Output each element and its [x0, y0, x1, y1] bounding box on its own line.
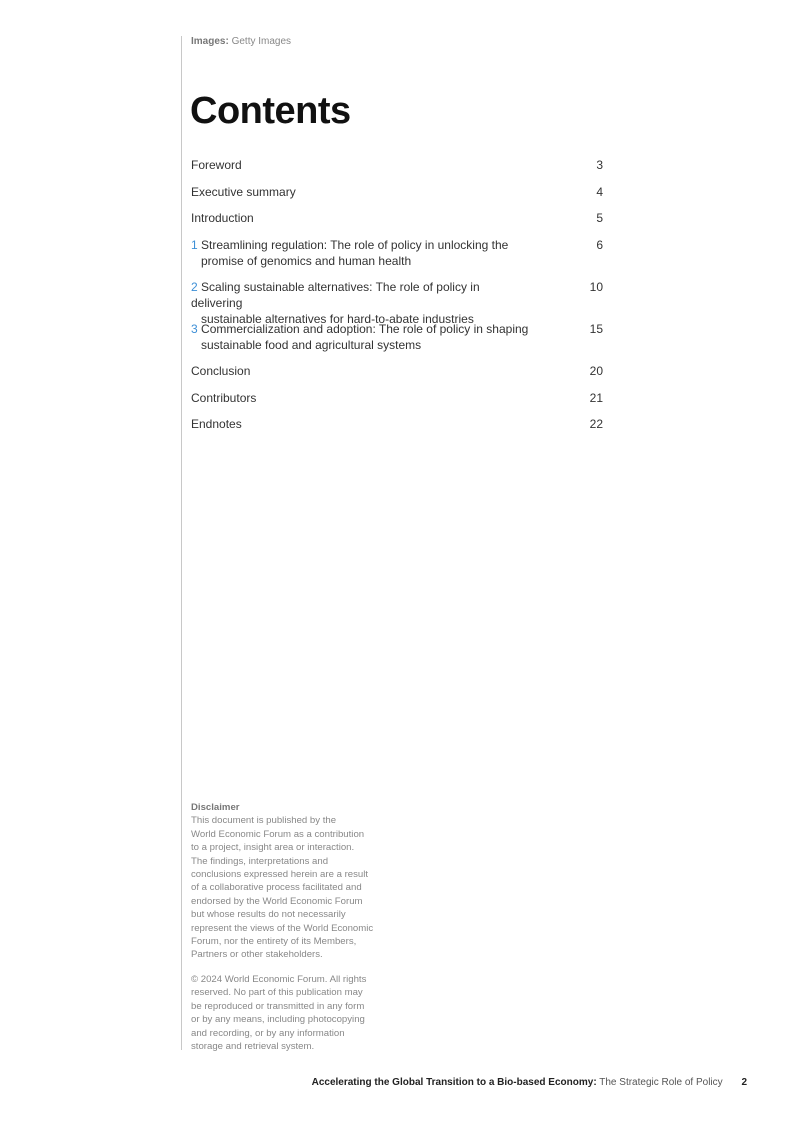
toc-entry-page: 20	[589, 364, 603, 378]
disclaimer-line: of a collaborative process facilitated and	[191, 882, 362, 894]
toc-entry-title-continued: sustainable food and agricultural systems	[201, 338, 422, 352]
toc-entry-chapter-3[interactable]	[191, 321, 603, 353]
toc-entry-page: 5	[596, 211, 603, 225]
disclaimer-line: The findings, interpretations and	[191, 855, 329, 867]
footer-doc-subtitle: The Strategic Role of Policy	[599, 1077, 723, 1088]
toc-entry-conclusion[interactable]	[191, 363, 603, 379]
toc-entry-title: Contributors	[191, 391, 257, 405]
page-footer	[312, 1077, 747, 1088]
disclaimer-heading: Disclaimer	[191, 802, 240, 813]
disclaimer-line: World Economic Forum as a contribution	[191, 828, 365, 840]
toc-entry-title: Endnotes	[191, 417, 242, 431]
toc-entry-title: Introduction	[191, 211, 254, 225]
left-margin-rule	[181, 36, 182, 1050]
toc-entry-title: Executive summary	[191, 185, 296, 199]
toc-entry-page: 10	[589, 280, 603, 294]
page-title: Contents	[190, 90, 351, 132]
footer-doc-title: Accelerating the Global Transition to a Bio-based Economy:	[311, 1077, 597, 1088]
image-credit-label: Images:	[191, 36, 229, 47]
toc-entry-page: 22	[589, 417, 603, 431]
copyright-line: or by any means, including photocopying	[191, 1014, 365, 1026]
copyright-line: be reproduced or transmitted in any form	[191, 1000, 365, 1012]
copyright-line: storage and retrieval system.	[191, 1040, 315, 1052]
disclaimer-line: This document is published by the	[191, 815, 337, 827]
toc-entry-executive-summary[interactable]	[191, 184, 603, 200]
toc-entry-title-continued: sustainable alternatives for hard-to-abate industries	[201, 312, 474, 326]
disclaimer-line: to a project, insight area or interaction.	[191, 842, 355, 854]
toc-entry-title: Streamlining regulation: The role of policy in unlocking the	[201, 238, 509, 252]
toc-entry-chapter-1[interactable]	[191, 237, 603, 269]
toc-entry-number: 2	[191, 280, 198, 294]
toc-entry-endnotes[interactable]	[191, 416, 603, 432]
disclaimer-line: endorsed by the World Economic Forum	[191, 895, 363, 907]
footer-page-number: 2	[741, 1077, 747, 1088]
toc-entry-introduction[interactable]	[191, 210, 603, 226]
toc-entry-title: Conclusion	[191, 364, 251, 378]
toc-entry-number: 3	[191, 322, 198, 336]
toc-entry-title: Scaling sustainable alternatives: The role of policy in delivering	[191, 280, 480, 310]
disclaimer-spacer	[191, 962, 391, 973]
toc-entry-page: 4	[596, 185, 603, 199]
copyright-line: and recording, or by any information	[191, 1027, 345, 1039]
disclaimer-line: conclusions expressed herein are a result	[191, 869, 369, 881]
disclaimer-line: Forum, nor the entirety of its Members,	[191, 936, 357, 948]
toc-entry-contributors[interactable]	[191, 390, 603, 406]
disclaimer-line: represent the views of the World Economic	[191, 922, 374, 934]
toc-entry-page: 3	[596, 158, 603, 172]
toc-entry-title-continued: promise of genomics and human health	[201, 254, 412, 268]
toc-entry-page: 15	[589, 322, 603, 336]
toc-entry-number: 1	[191, 238, 198, 252]
image-credit	[191, 36, 291, 47]
toc-entry-chapter-2[interactable]	[191, 279, 603, 327]
disclaimer-line: Partners or other stakeholders.	[191, 949, 323, 961]
toc-entry-title: Foreword	[191, 158, 242, 172]
image-credit-value: Getty Images	[231, 36, 292, 47]
copyright-line: © 2024 World Economic Forum. All rights	[191, 973, 367, 985]
toc-entry-page: 21	[589, 391, 603, 405]
toc-entry-title: Commercialization and adoption: The role of policy in shaping	[201, 322, 529, 336]
disclaimer-line: but whose results do not necessarily	[191, 909, 346, 921]
copyright-line: reserved. No part of this publication may	[191, 987, 363, 999]
toc-entry-page: 6	[596, 238, 603, 252]
disclaimer	[191, 801, 391, 1053]
toc-entry-foreword[interactable]	[191, 157, 603, 173]
